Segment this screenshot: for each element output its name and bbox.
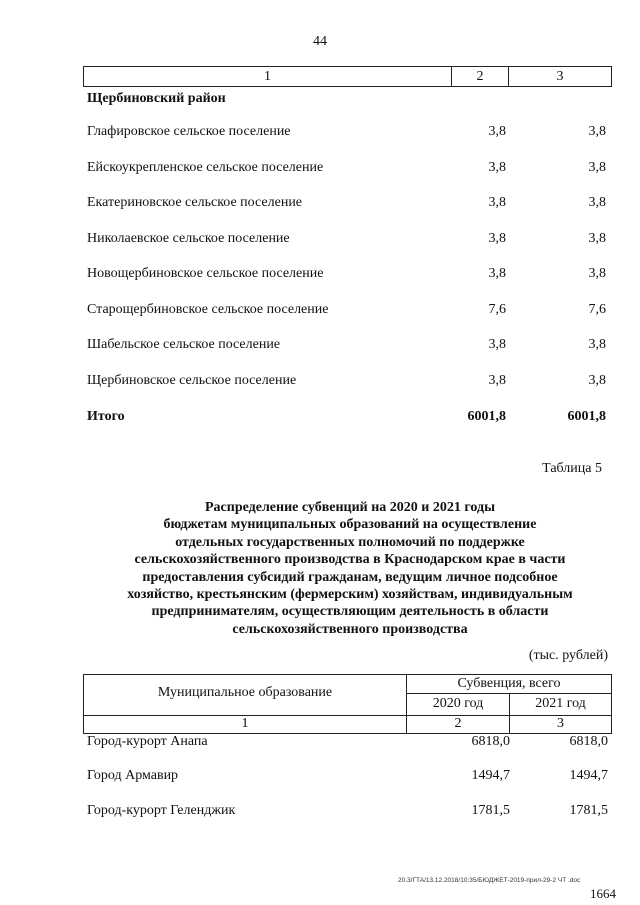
table-row-value-2021: 3,8 xyxy=(588,160,606,175)
title-line: отдельных государственных полномочий по поддержке xyxy=(175,534,525,550)
footer-file-path: 20.3/ГТА/13.12.2018/10:35/БЮДЖЕТ-2019-прил-29-2 ЧТ .doc xyxy=(398,877,581,884)
table-header-row xyxy=(83,66,612,87)
table-row-name: Щербиновское сельское поселение xyxy=(87,373,297,388)
table-row-name: Шабельское сельское поселение xyxy=(87,337,281,352)
table-row-name: Ейскоукрепленское сельское поселение xyxy=(87,160,324,175)
table-row-value-2021: 1781,5 xyxy=(569,803,608,818)
year-2020-header: 2020 год xyxy=(432,696,484,711)
column-1-number: 1 xyxy=(241,716,249,731)
title-line: Распределение субвенций на 2020 и 2021 годы xyxy=(205,500,495,515)
table-row-name: Город Армавир xyxy=(87,768,179,783)
table-row-name: Николаевское сельское поселение xyxy=(87,231,290,246)
column-2-number: 2 xyxy=(454,716,462,731)
table-row-name: Город-курорт Геленджик xyxy=(87,803,236,818)
table-row-value-2020: 3,8 xyxy=(488,266,506,281)
column-3-number: 3 xyxy=(556,69,564,84)
title-line: предпринимателям, осуществляющим деятельность в области xyxy=(151,604,549,620)
table-row-value-2021: 1494,7 xyxy=(569,768,608,783)
table-row-value-2021: 3,8 xyxy=(588,231,606,246)
column-2-number: 2 xyxy=(476,69,484,84)
district-heading: Щербиновский район xyxy=(87,91,226,106)
table-row-value-2020: 3,8 xyxy=(488,160,506,175)
title-line: сельскохозяйственного производства в Краснодарском крае в части xyxy=(134,552,566,568)
table-row-value-2020: 3,8 xyxy=(488,124,506,139)
table-row-value-2020: 3,8 xyxy=(488,337,506,352)
title-line: предоставления субсидий гражданам, ведущим личное подсобное xyxy=(142,569,558,585)
table-row-name: Город-курорт Анапа xyxy=(87,734,208,749)
table-row-value-2020: 6818,0 xyxy=(471,734,510,749)
table-row-value-2020: 7,6 xyxy=(488,302,506,317)
title-line: хозяйство, крестьянским (фермерским) хозяйствам, индивидуальным xyxy=(127,587,573,603)
municipality-header: Муниципальное образование xyxy=(157,685,333,700)
table-row-name: Старощербиновское сельское поселение xyxy=(87,302,329,317)
table-row-value-2021: 3,8 xyxy=(588,373,606,388)
table-row-value-2021: 3,8 xyxy=(588,124,606,139)
table-row-value-2021: 7,6 xyxy=(588,302,606,317)
units-note: (тыс. рублей) xyxy=(528,648,608,663)
table-row-value-2021: 3,8 xyxy=(588,195,606,210)
table-row-value-2020: 3,8 xyxy=(488,195,506,210)
column-1-number: 1 xyxy=(264,69,271,84)
table-row-value-2021: 3,8 xyxy=(588,337,606,352)
table-row-value-2021: 3,8 xyxy=(588,266,606,281)
table-row-value-2021: 6818,0 xyxy=(569,734,608,749)
table-row-name: Глафировское сельское поселение xyxy=(87,124,291,139)
total-label: Итого xyxy=(87,409,125,424)
year-2021-header: 2021 год xyxy=(535,696,586,711)
table-row-value-2020: 1494,7 xyxy=(471,768,510,783)
title-line: сельскохозяйственного производства xyxy=(232,621,468,637)
total-value-2021: 6001,8 xyxy=(567,409,606,424)
table-2-header xyxy=(83,674,612,734)
table-row-name: Новощербиновское сельское поселение xyxy=(87,266,324,281)
page-number: 44 xyxy=(313,34,327,49)
title-line: бюджетам муниципальных образований на осуществление xyxy=(163,517,537,533)
subvention-total-header: Субвенция, всего xyxy=(457,676,561,691)
table-row-value-2020: 3,8 xyxy=(488,231,506,246)
table-row-value-2020: 1781,5 xyxy=(471,803,510,818)
table-row-name: Екатериновское сельское поселение xyxy=(87,195,303,210)
table-5-label: Таблица 5 xyxy=(542,461,602,476)
column-3-number: 3 xyxy=(557,716,564,731)
table-row-value-2020: 3,8 xyxy=(488,373,506,388)
table-5-title xyxy=(70,499,630,638)
total-value-2020: 6001,8 xyxy=(467,409,506,424)
footer-page-stamp: 1664 xyxy=(590,886,616,901)
